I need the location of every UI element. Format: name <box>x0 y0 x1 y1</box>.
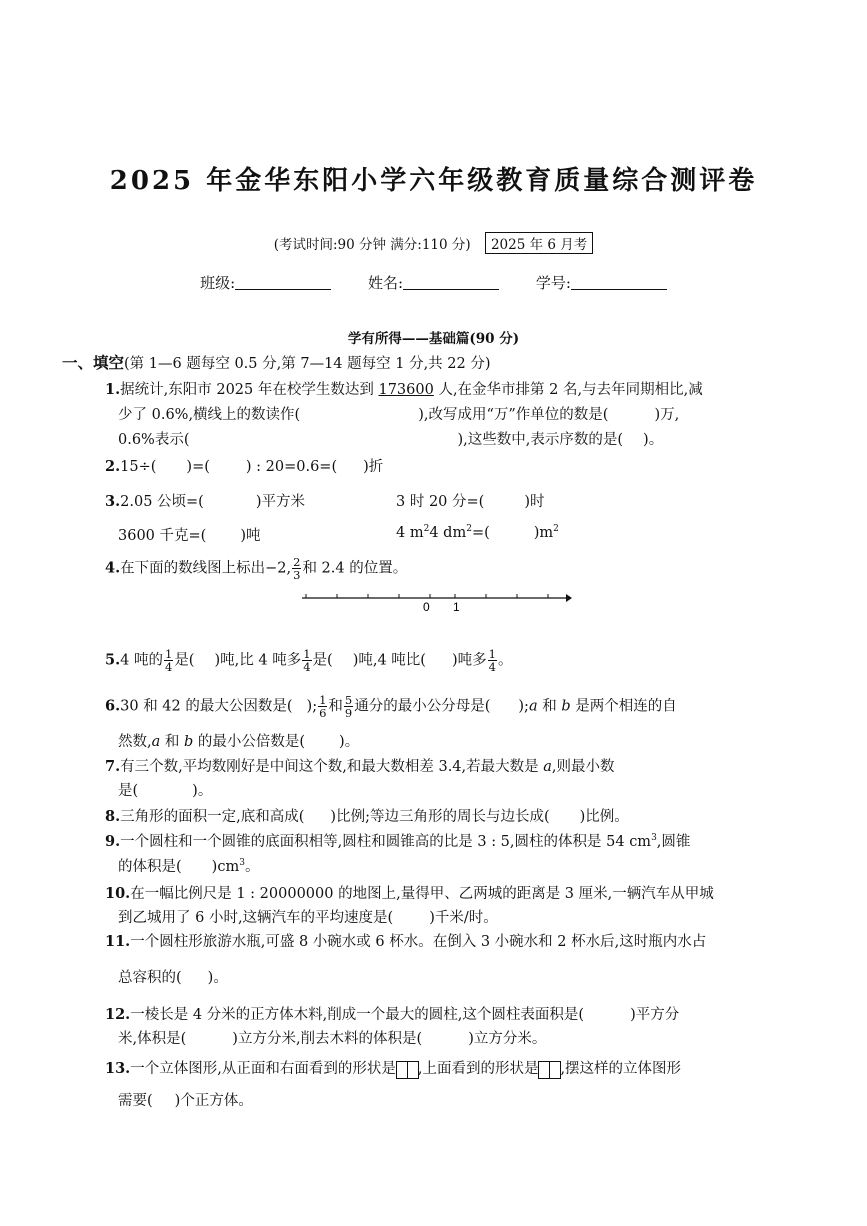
question-number: 2. <box>105 458 121 475</box>
text: )吨多 <box>451 652 487 669</box>
number-line-one: 1 <box>453 600 460 614</box>
text: 3600 千克=( <box>118 528 207 544</box>
text: )时 <box>524 494 545 510</box>
fraction <box>318 694 327 719</box>
numerator: 2 <box>293 555 301 569</box>
text: )。 <box>207 970 228 986</box>
question-3-d <box>396 524 559 541</box>
question-number: 5. <box>105 651 121 669</box>
text: 3 时 20 分=( <box>396 494 485 510</box>
text: ,上面看到的形状是 <box>417 1061 539 1077</box>
text: )立方分米,削去木料的体积是( <box>232 1031 423 1047</box>
text: 4 m <box>396 524 424 541</box>
question-11-line-2 <box>118 966 228 987</box>
question-3-b <box>396 490 544 511</box>
text: 人,在金华市排第 2 名,与去年同期相比,减 <box>433 382 703 398</box>
text: 4 吨的 <box>120 652 163 669</box>
text: 的体积是( <box>118 859 182 875</box>
numerator: 1 <box>303 647 311 661</box>
student-id-field[interactable] <box>536 272 667 293</box>
numerator: 1 <box>488 647 496 661</box>
text: )千米/时。 <box>429 910 498 926</box>
question-1-line-3 <box>118 428 663 449</box>
question-9 <box>105 830 690 851</box>
text: 是( <box>118 783 139 799</box>
text: 一个圆柱和一个圆锥的底面积相等,圆柱和圆锥高的比是 3 : 5,圆柱的体积是 54 cm <box>120 834 652 850</box>
text: 和 2.4 的位置。 <box>302 560 408 577</box>
text: )平方米 <box>255 494 306 510</box>
fraction <box>164 648 173 673</box>
number-line <box>300 590 572 614</box>
variable: a <box>543 759 552 775</box>
text: 到乙城用了 6 小时,这辆汽车的平均速度是( <box>118 910 394 926</box>
question-1 <box>105 378 703 399</box>
question-7-line-2 <box>118 779 212 800</box>
class-field[interactable] <box>200 272 331 293</box>
text: 和 <box>160 734 184 750</box>
denominator: 6 <box>319 706 327 720</box>
fraction <box>344 694 353 719</box>
text: 是( <box>174 652 195 669</box>
exam-title: 2025 年金华东阳小学六年级教育质量综合测评卷 <box>109 166 758 196</box>
text: )折 <box>363 459 384 475</box>
text: ); <box>518 698 529 715</box>
text: 。 <box>244 859 260 875</box>
text: 三角形的面积一定,底和高成( <box>120 809 305 825</box>
number-line-arrow <box>566 594 572 602</box>
id-label: 学号: <box>535 274 571 292</box>
superscript: 3 <box>651 833 657 844</box>
text: 和 <box>328 698 343 715</box>
variable: a <box>528 698 538 715</box>
text: ,则最小数 <box>551 759 615 775</box>
text: )cm <box>211 859 240 875</box>
text: 0.6%表示( <box>118 432 190 448</box>
question-4 <box>105 556 407 581</box>
text: 总容积的( <box>118 970 182 986</box>
text: 据统计,东阳市 2025 年在校学生数达到 <box>120 382 379 398</box>
text: ,圆锥 <box>656 834 691 850</box>
text: 。 <box>497 652 513 669</box>
question-number: 11. <box>105 933 131 950</box>
question-1-line-2 <box>118 403 679 424</box>
question-13 <box>105 1057 681 1078</box>
part-desc: (第 1—6 题每空 0.5 分,第 7—14 题每空 1 分,共 22 分) <box>124 356 491 372</box>
superscript: 2 <box>553 524 559 534</box>
superscript: 3 <box>239 858 245 869</box>
fraction <box>302 648 311 673</box>
text: 一棱长是 4 分米的正方体木料,削成一个最大的圆柱,这个圆柱表面积是( <box>130 1007 585 1023</box>
class-label: 班级: <box>200 274 236 292</box>
question-number: 6. <box>105 697 121 715</box>
text: =( <box>471 524 490 541</box>
text: ),这些数中,表示序数的是( <box>457 432 624 448</box>
question-number: 8. <box>105 808 121 825</box>
numerator: 1 <box>319 693 327 707</box>
text: 15÷( <box>120 459 157 475</box>
question-2 <box>105 455 383 476</box>
text: 在一幅比例尺是 1 : 20000000 的地图上,量得甲、乙两城的距离是 3 厘米,一辆汽车从甲城 <box>130 886 714 902</box>
text: 少了 0.6%,横线上的数读作( <box>118 407 301 423</box>
question-9-line-2 <box>118 855 259 876</box>
text: )吨,比 4 吨多 <box>214 652 302 669</box>
question-number: 1. <box>105 381 121 398</box>
denominator: 9 <box>344 706 353 720</box>
question-6 <box>105 694 677 719</box>
text: ,摆这样的立体图形 <box>560 1061 682 1077</box>
question-3-c <box>118 524 261 545</box>
question-number: 13. <box>105 1060 131 1077</box>
denominator: 3 <box>293 568 301 582</box>
text: 是两个相连的自 <box>570 698 677 715</box>
numerator: 5 <box>344 693 353 707</box>
superscript: 2 <box>423 524 430 534</box>
variable: a <box>151 734 161 750</box>
question-12-line-2 <box>118 1027 546 1048</box>
question-3 <box>105 490 305 511</box>
text: )。 <box>339 734 360 750</box>
question-6-line-2 <box>118 730 359 751</box>
denominator: 4 <box>488 660 496 674</box>
text: )立方分米。 <box>468 1031 547 1047</box>
text: )个正方体。 <box>174 1093 253 1109</box>
text: 4 dm <box>429 524 467 541</box>
name-field[interactable] <box>368 272 499 293</box>
text: 有三个数,平均数刚好是中间这个数,和最大数相差 3.4,若最大数是 <box>120 759 544 775</box>
text: )比例;等边三角形的周长与边长成( <box>330 809 550 825</box>
text: 需要( <box>118 1093 153 1109</box>
exam-info: (考试时间:90 分钟 满分:110 分) <box>273 237 471 253</box>
question-10-line-2 <box>118 906 498 927</box>
text: 在下面的数线图上标出−2, <box>120 560 292 577</box>
name-label: 姓名: <box>367 274 404 292</box>
question-number: 12. <box>105 1006 131 1023</box>
question-number: 9. <box>105 833 121 850</box>
exam-date-tag: 2025 年 6 月考 <box>485 232 593 254</box>
denominator: 4 <box>164 660 173 674</box>
question-number: 4. <box>105 559 121 577</box>
numerator: 1 <box>164 647 173 661</box>
section-heading: 学有所得——基础篇(90 分) <box>347 331 520 347</box>
part-heading <box>62 351 491 373</box>
part-label: 一、填空 <box>62 353 125 372</box>
text: 米,体积是( <box>118 1031 187 1047</box>
exam-meta <box>0 232 867 254</box>
variable: b <box>183 734 194 750</box>
fraction <box>488 648 497 673</box>
text: )吨,4 吨比( <box>352 652 426 669</box>
text: 和 <box>537 698 562 715</box>
fraction <box>292 556 301 581</box>
text: 30 和 42 的最大公因数是( <box>120 698 293 715</box>
superscript: 2 <box>466 524 472 534</box>
text: ) : 20=0.6=( <box>245 459 338 475</box>
text: )万, <box>654 407 680 423</box>
front-view-shape <box>396 1061 418 1077</box>
question-8 <box>105 805 629 826</box>
text: 是( <box>312 652 333 669</box>
text: ),改写成用“万”作单位的数是( <box>418 407 609 423</box>
denominator: 4 <box>303 660 311 674</box>
text: )。 <box>192 783 213 799</box>
variable: b <box>561 698 571 715</box>
text: )=( <box>186 459 210 475</box>
text: 一个立体图形,从正面和右面看到的形状是 <box>130 1061 396 1077</box>
text: )。 <box>643 432 664 448</box>
question-5 <box>105 648 512 673</box>
text: )m <box>533 524 554 541</box>
text: 的最小公倍数是( <box>193 734 306 750</box>
question-7 <box>105 755 615 776</box>
question-number: 3. <box>105 493 121 510</box>
question-12 <box>105 1003 679 1024</box>
number-line-zero: 0 <box>423 600 430 614</box>
question-number: 10. <box>105 885 131 902</box>
top-view-shape <box>538 1061 560 1077</box>
text: )比例。 <box>579 809 629 825</box>
question-11 <box>105 930 706 951</box>
text: 一个圆柱形旅游水瓶,可盛 8 小碗水或 6 杯水。在倒入 3 小碗水和 2 杯水后,这时瓶内水占 <box>130 934 707 950</box>
underlined-number: 173600 <box>378 382 434 398</box>
question-10 <box>105 882 714 903</box>
text: 2.05 公顷=( <box>120 494 204 510</box>
question-13-line-2 <box>118 1089 253 1110</box>
text: 然数, <box>118 734 152 750</box>
question-number: 7. <box>105 758 121 775</box>
text: ); <box>306 698 318 715</box>
text: )吨 <box>240 528 261 544</box>
text: 通分的最小公分母是( <box>354 698 491 715</box>
text: )平方分 <box>630 1007 680 1023</box>
student-fields <box>0 272 867 293</box>
